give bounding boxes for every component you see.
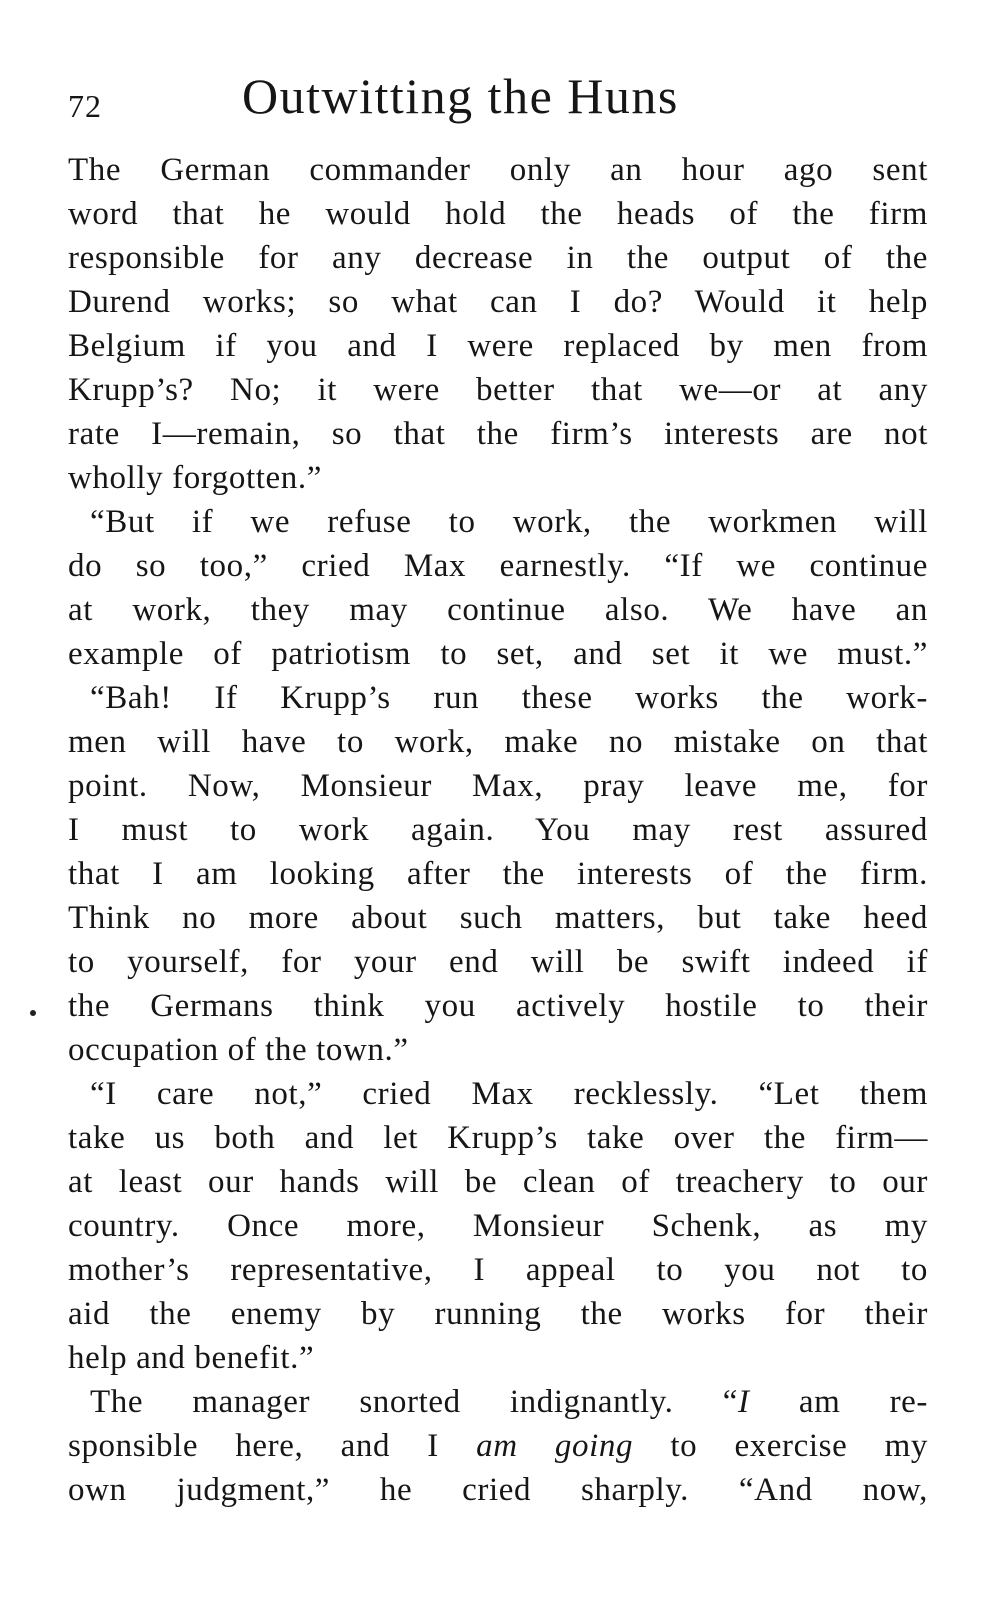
text-line: do so too,” cried Max earnestly. “If we continue — [68, 548, 928, 584]
text-line: “Bah! If Krupp’s run these works the work- — [90, 680, 928, 716]
text-line: that I am looking after the interests of the firm. — [68, 856, 928, 892]
text-line: occupation of the town.” — [68, 1032, 409, 1068]
text-line: Durend works; so what can I do? Would it help — [68, 284, 928, 320]
text-line — [68, 1424, 928, 1468]
text-line: “But if we refuse to work, the workmen will — [90, 504, 928, 540]
running-head — [68, 64, 928, 144]
text-line: wholly forgotten.” — [68, 460, 322, 496]
text-line: Think no more about such matters, but take heed — [68, 900, 928, 936]
text-run: sponsible here, and I — [68, 1428, 477, 1464]
text-line: mother’s representative, I appeal to you not to — [68, 1252, 928, 1288]
text-line — [68, 1380, 928, 1424]
text-run: The manager snorted indignantly. “ — [90, 1384, 739, 1420]
text-line: help and benefit.” — [68, 1340, 315, 1376]
running-title: Outwitting the Huns — [242, 68, 679, 124]
body-text — [68, 148, 928, 1512]
text-line: country. Once more, Monsieur Schenk, as my — [68, 1208, 928, 1244]
text-line: own judgment,” he cried sharply. “And now, — [68, 1472, 928, 1508]
text-line: The German commander only an hour ago sent — [68, 152, 928, 188]
text-line: responsible for any decrease in the output of the — [68, 240, 928, 276]
text-line: “I care not,” cried Max recklessly. “Let them — [90, 1076, 928, 1112]
italic-run: I — [738, 1384, 750, 1420]
text-line: the Germans think you actively hostile to their — [68, 988, 928, 1024]
italic-run: am going — [476, 1428, 634, 1464]
text-line: aid the enemy by running the works for their — [68, 1296, 928, 1332]
text-line: example of patriotism to set, and set it we must.” — [68, 636, 928, 672]
text-run: am re- — [749, 1384, 928, 1420]
stray-ink-mark — [30, 1010, 36, 1016]
text-line: I must to work again. You may rest assured — [68, 812, 928, 848]
text-line: rate I—remain, so that the firm’s interests are not — [68, 416, 928, 452]
text-run: to exercise my — [633, 1428, 928, 1464]
text-line: Belgium if you and I were replaced by men from — [68, 328, 928, 364]
text-line: Krupp’s? No; it were better that we—or at any — [68, 372, 928, 408]
text-line: point. Now, Monsieur Max, pray leave me, for — [68, 768, 928, 804]
text-line: take us both and let Krupp’s take over the firm— — [68, 1120, 928, 1156]
text-line: at work, they may continue also. We have an — [68, 592, 928, 628]
text-line: to yourself, for your end will be swift indeed if — [68, 944, 928, 980]
text-line: at least our hands will be clean of treachery to our — [68, 1164, 928, 1200]
text-line: word that he would hold the heads of the firm — [68, 196, 928, 232]
page-number: 72 — [68, 88, 102, 124]
text-line: men will have to work, make no mistake on that — [68, 724, 928, 760]
